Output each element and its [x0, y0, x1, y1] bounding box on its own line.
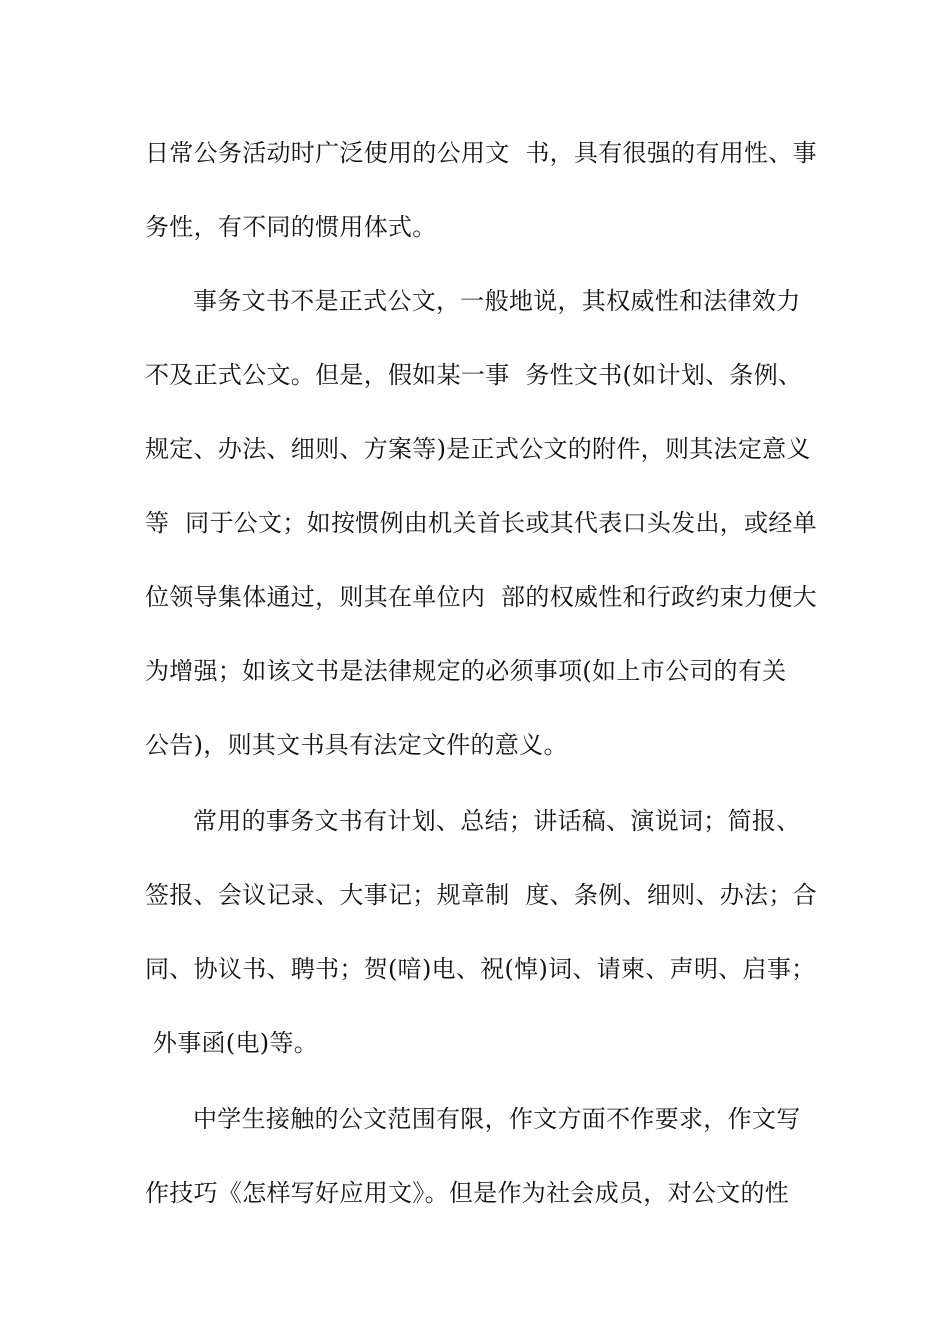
paragraph-start-line: 中学生接触的公文范围有限，作文方面不作要求，作文写: [193, 1105, 801, 1133]
paragraph-start-line: 事务文书不是正式公文，一般地说，其权威性和法律效力: [193, 287, 801, 315]
text-line: 等 同于公文；如按惯例由机关首长或其代表口头发出，或经单: [145, 509, 817, 537]
text-line: 公告)，则其文书具有法定文件的意义。: [145, 731, 568, 759]
paragraph-start-line: 常用的事务文书有计划、总结；讲话稿、演说词；简报、: [193, 807, 801, 835]
text-line: 签报、会议记录、大事记；规章制 度、条例、细则、办法；合: [145, 881, 817, 909]
text-line: 作技巧《怎样写好应用文》。但是作为社会成员，对公文的性: [145, 1179, 790, 1207]
text-line: 位领导集体通过，则其在单位内 部的权威性和行政约束力便大: [145, 583, 817, 611]
text-line: 同、协议书、聘书；贺(喑)电、祝(悼)词、请柬、声明、启事；: [145, 955, 816, 983]
text-line: 为增强；如该文书是法律规定的必须事项(如上市公司的有关: [145, 657, 787, 685]
text-line: 不及正式公文。但是，假如某一事 务性文书(如计划、条例、: [145, 361, 803, 389]
text-line: 规定、办法、细则、方案等)是正式公文的附件，则其法定意义: [145, 435, 811, 463]
text-line: 外事函(电)等。: [145, 1029, 319, 1057]
text-line: 务性，有不同的惯用体式。: [145, 213, 437, 241]
text-line: 日常公务活动时广泛使用的公用文 书，具有很强的有用性、事: [145, 139, 817, 167]
